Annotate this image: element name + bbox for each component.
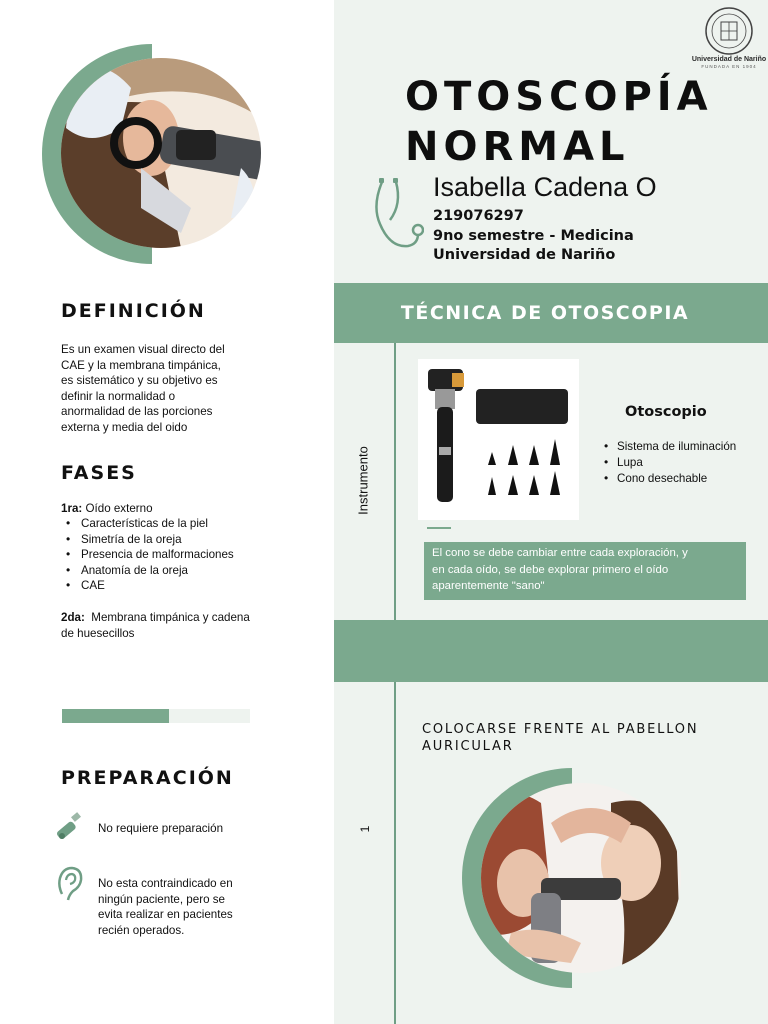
page-title-line2: NORMAL [405,124,630,170]
preparation-item2: No esta contraindicado en ningún paciente, pero se evita realizar en pacientes recién operados. [98,877,233,937]
phase2-text: 2da: Membrana timpánica y cadena de huesecillos [61,611,250,640]
stethoscope-icon [368,176,424,256]
small-divider [427,527,451,529]
step-title: COLOCARSE FRENTE AL PABELLON AURICULAR [422,722,699,754]
instrument-name: Otoscopio [625,404,707,420]
instrument-label: Instrumento [355,446,371,515]
preparation-heading: PREPARACIÓN [61,767,234,789]
ear-exam-photo [61,58,261,248]
logo-caption: Universidad de Nariño [691,56,767,63]
phase1-item: • Anatomía de la oreja [81,564,188,577]
step-number: 1 [358,825,372,833]
timeline-line [394,682,396,1024]
progress-bar [62,709,250,723]
phase1-line: 1ra: Oído externo [61,502,153,515]
otoscope-icon [52,808,88,844]
phase1-item: • CAE [81,579,105,592]
otoscope-kit-image [418,359,579,520]
timeline-line [394,343,396,620]
phase1-item: • Características de la piel [81,517,208,530]
cone-note: El cono se debe cambiar entre cada exploración, y en cada oído, se debe explorar primero el oído aparentemente "sano" [424,542,746,600]
technique-heading: TÉCNICA DE OTOSCOPIA [400,302,690,324]
progress-fill [62,709,169,723]
step-photo [481,783,681,973]
instrument-item: • Sistema de iluminación [617,440,736,453]
phase1-item: • Simetría de la oreja [81,533,182,546]
semester: 9no semestre - Medicina [433,228,634,244]
logo-subcaption: FUNDADA EN 1904 [701,64,757,69]
author-name: Isabella Cadena O [433,172,657,202]
instrument-item: • Lupa [617,456,643,469]
definition-heading: DEFINICIÓN [61,300,206,322]
ear-icon [54,864,86,904]
university-name: Universidad de Nariño [433,247,616,263]
phases-heading: FASES [61,462,137,484]
definition-text: Es un examen visual directo del CAE y la membrana timpánica, es sistemático y su objetivo es definir la normalidad o anormalidad de las porciones externa y media del oido [61,343,225,434]
phase1-item: • Presencia de malformaciones [81,548,234,561]
student-id: 219076297 [433,208,524,224]
preparation-item1: No requiere preparación [98,822,224,835]
page-title-line1: OTOSCOPÍA [405,74,713,120]
university-logo [700,6,758,60]
instrument-item: • Cono desechable [617,472,707,485]
section-band [334,620,768,682]
